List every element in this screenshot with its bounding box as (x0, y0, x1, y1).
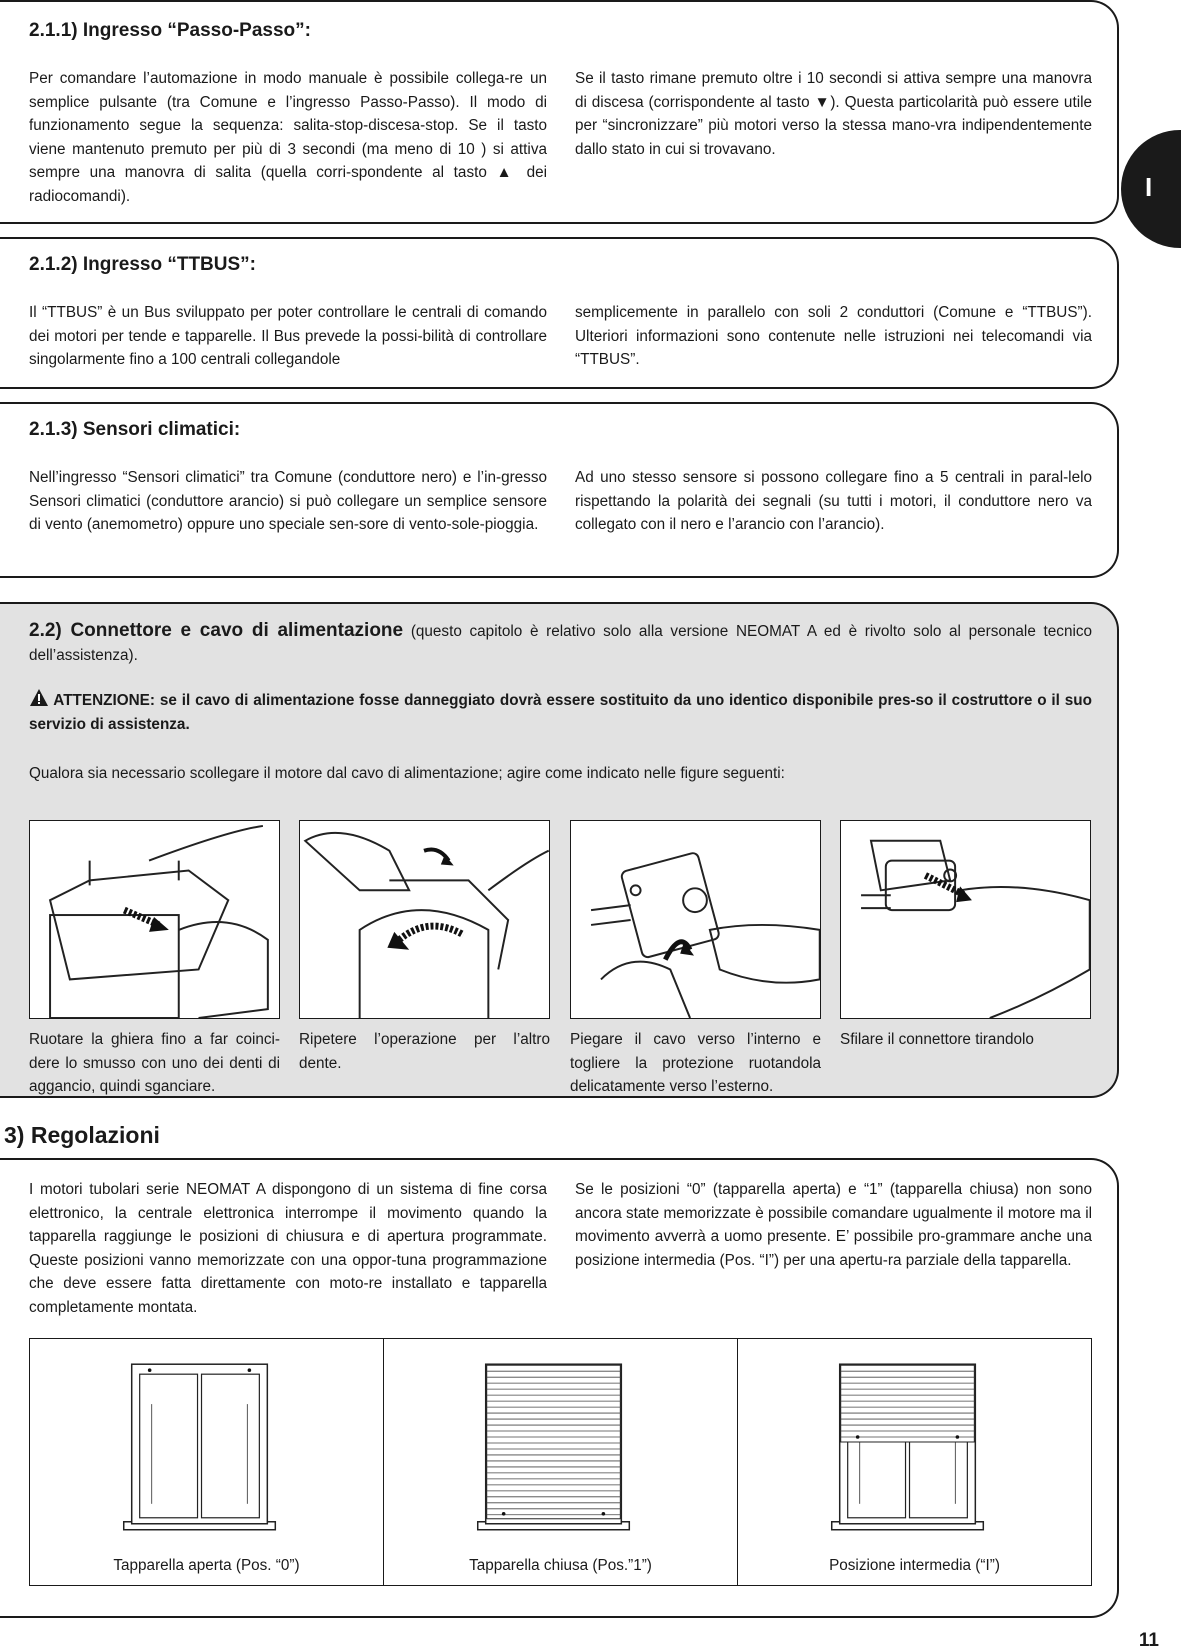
motor-ring-illustration (30, 821, 279, 1018)
shutter-open-cell (30, 1339, 384, 1585)
shutter-intermediate-illustration (738, 1339, 1091, 1539)
section-title: 2.2) Connettore e cavo di alimentazione (29, 620, 404, 641)
section-2-1-1 (0, 0, 1119, 224)
section-title-note: (questo capitolo è relativo solo alla versione NEOMAT A ed è rivolto solo al personale tecnico dell’assistenza). (29, 623, 1093, 664)
connector-pull-illustration (841, 821, 1090, 1018)
shutter-stop-dot (502, 1512, 506, 1516)
shutter-positions-table (29, 1338, 1092, 1586)
shutter-open-illustration (30, 1339, 383, 1539)
shutter-slats (487, 1365, 621, 1519)
figure-caption: Ripetere l’operazione per l’altro dente. (299, 1031, 550, 1072)
shutter-closed-illustration (384, 1339, 737, 1539)
shutter-stop-dot (248, 1368, 252, 1372)
section-text-left: I motori tubolari serie NEOMAT A dispongono di un sistema di fine corsa elettronico, la centrale elettronica interrompe il movimento quando la tapparella raggiunge le posizioni di chiusura e di apertura programmate. Queste posizioni vanno memorizzate con una oppor-tuna programmazione che deve essere fatta direttamente con moto-re installato e tapparella completamente montata. (29, 1181, 547, 1316)
section-text-left: Il “TTBUS” è un Bus sviluppato per poter controllare le centrali di comando dei motori per tende e tapparelle. Il Bus prevede la possi-bilità di controllare singolarmente fino a 100 centrali collegandole (29, 304, 547, 368)
section-title: 2.1.1) Ingresso “Passo-Passo”: (29, 20, 311, 41)
section-3 (0, 1158, 1119, 1618)
section-2-2 (0, 602, 1119, 1098)
figure-caption: Ruotare la ghiera fino a far coinci-dere lo smusso con uno dei denti di aggancio, quindi sganciare. (29, 1031, 280, 1095)
shutter-intermediate-cell (738, 1339, 1091, 1585)
language-tab-label: I (1145, 172, 1153, 202)
figure-repeat-tooth (299, 820, 550, 1019)
warning-message: ATTENZIONE: se il cavo di alimentazione fosse danneggiato dovrà essere sostituito da uno identico disponibile pres-so il costruttore o il suo servizio di assistenza. (29, 692, 1092, 733)
warning-icon (29, 688, 49, 707)
shutter-caption: Tapparella chiusa (Pos.”1”) (469, 1557, 652, 1574)
figure-pull-connector (840, 820, 1091, 1019)
motor-tooth-illustration (300, 821, 549, 1018)
section-2-1-2 (0, 237, 1119, 389)
shutter-caption: Tapparella aperta (Pos. “0”) (113, 1557, 300, 1574)
shutter-slats (841, 1365, 975, 1442)
figure-rotate-ring (29, 820, 280, 1019)
language-tab (1121, 130, 1181, 248)
figure-remove-protection (570, 820, 821, 1019)
shutter-closed-cell (384, 1339, 738, 1585)
section-text-left: Nell’ingresso “Sensori climatici” tra Comune (conduttore nero) e l’in-gresso Sensori climatici (conduttore arancio) si può collegare un semplice sensore di vento (anemometro) oppure uno speciale sen-sore di vento-sole-pioggia. (29, 469, 547, 533)
section-text-left: Per comandare l’automazione in modo manuale è possibile collega-re un semplice pulsante (tra Comune e l’ingresso Passo-Passo). Il modo di funzionamento segue la sequenza: salita-stop-discesa-stop. Se il tasto viene mantenuto premuto per più di 3 secondi (ma meno di 10 ) si attiva sempre una manovra di salita (quella corri-spondente al tasto ▲ dei radiocomandi). (29, 70, 547, 205)
shutter-stop-dot (856, 1435, 860, 1439)
figure-caption: Sfilare il connettore tirandolo (840, 1031, 1034, 1048)
section-text-right: Ad uno stesso sensore si possono collegare fino a 5 centrali in paral-lelo rispettando la polarità dei segnali (su tutti i motori, il conduttore nero va collegato con il nero e l’arancio con l’arancio). (575, 469, 1092, 533)
instruction-text: Qualora sia necessario scollegare il motore dal cavo di alimentazione; agire come indicato nelle figure seguenti: (29, 765, 785, 782)
section-text-right: semplicemente in parallelo con soli 2 conduttori (Comune e “TTBUS”). Ulteriori informazioni sono contenute nelle istruzioni nei telecomandi via “TTBUS”. (575, 304, 1092, 368)
section-title: 2.1.2) Ingresso “TTBUS”: (29, 254, 256, 275)
shutter-stop-dot (956, 1435, 960, 1439)
cable-protection-illustration (571, 821, 820, 1018)
section-heading (29, 619, 1092, 667)
shutter-stop-dot (602, 1512, 606, 1516)
section-text-right: Se le posizioni “0” (tapparella aperta) e “1” (tapparella chiusa) non sono ancora state memorizzate è possibile comandare ugualmente il motore ma il movimento avverrà a uomo presente. E’ possibile pro-grammare anche una posizione intermedia (Pos. “I”) per una apertu-ra parziale della tapparella. (575, 1181, 1092, 1269)
section-title: 2.1.3) Sensori climatici: (29, 419, 241, 440)
warning-text (29, 688, 1092, 736)
shutter-stop-dot (148, 1368, 152, 1372)
shutter-caption: Posizione intermedia (“I”) (829, 1557, 1000, 1574)
section-text-right: Se il tasto rimane premuto oltre i 10 secondi si attiva sempre una manovra di discesa (corrispondente al tasto ▼). Questa particolarità può essere utile per “sincronizzare” più motori verso la stessa mano-vra indipendentemente dallo stato in cui si trovavano. (575, 70, 1092, 158)
regolazioni-title: 3) Regolazioni (4, 1122, 160, 1148)
figure-caption: Piegare il cavo verso l’interno e togliere la protezione ruotandola delicatamente verso l’esterno. (570, 1031, 821, 1095)
page-number: 11 (1138, 1630, 1159, 1651)
section-2-1-3 (0, 402, 1119, 578)
